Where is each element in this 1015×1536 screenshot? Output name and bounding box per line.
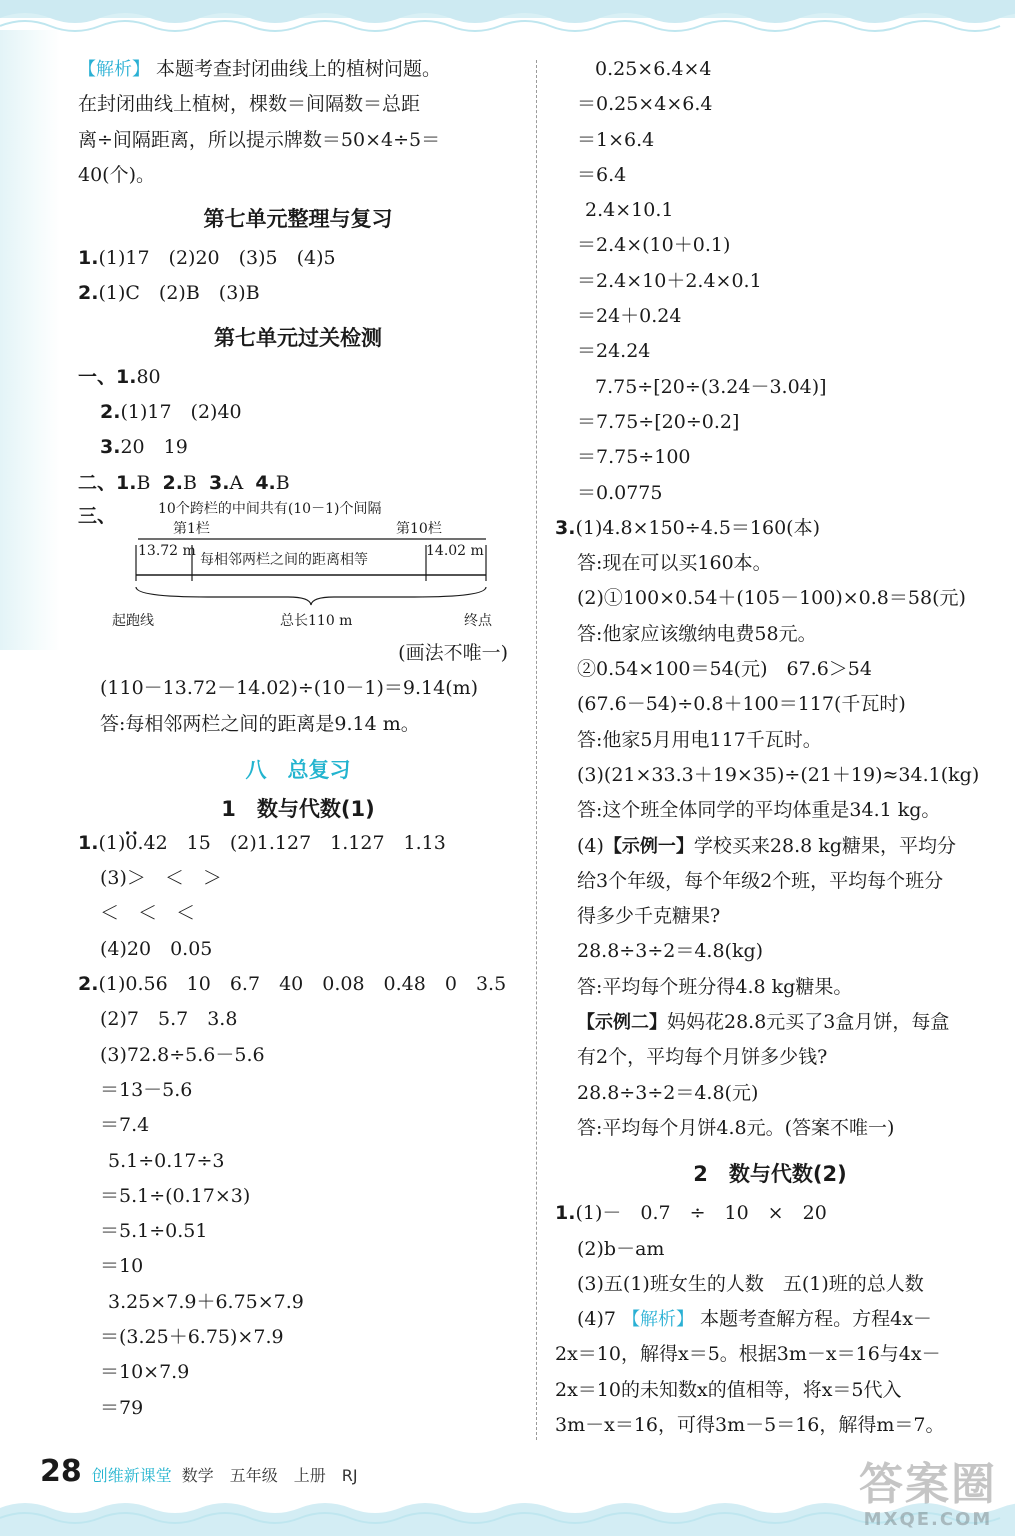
answer-line: ＝24.24: [577, 340, 651, 363]
answer-line: ＝24＋0.24: [577, 305, 682, 328]
diagram-tenth-hurdle: 第10栏: [396, 520, 442, 537]
diagram-left-length: 13.72 m: [138, 542, 196, 559]
answer-line: 答:平均每个班分得4.8 kg糖果。: [577, 975, 853, 998]
answer-line: (4)7 【解析】 本题考查解方程。方程4x－: [577, 1308, 932, 1331]
answer-line: 二、1.B 2.B 3.A 4.B: [78, 471, 290, 494]
diagram-first-hurdle: 第1栏: [173, 520, 210, 537]
answer-line: (4)20 0.05: [100, 937, 213, 960]
diagram-total-length: 总长110 m: [280, 612, 353, 629]
answer-line: 3.(1)4.8×150÷4.5＝160(本): [555, 516, 820, 539]
section-title-unit7-test: 第七单元过关检测: [214, 325, 382, 350]
answer-line: ＝2.4×(10＋0.1): [577, 234, 731, 257]
answer-line: ②0.54×100＝54(元) 67.6＞54: [577, 658, 872, 681]
answer-line: 【示例二】妈妈花28.8元买了3盒月饼，每盒: [577, 1011, 950, 1034]
answer-line: (2)b－am: [577, 1237, 665, 1260]
answer-line: 给3个年级，每个年级2个班，平均每个班分: [577, 869, 944, 892]
answer-line: (3)五(1)班女生的人数 五(1)班的总人数: [577, 1272, 924, 1295]
answer-line: 有2个，平均每个月饼多少钱?: [577, 1046, 828, 1069]
analysis-tag: 【解析】: [622, 1309, 695, 1331]
calc-line: (110－13.72－14.02)÷(10－1)＝9.14(m): [100, 677, 479, 700]
answer-line: 1.(1)－ 0.7 ÷ 10 × 20: [555, 1202, 827, 1225]
analysis-line-1: 【解析】 本题考查封闭曲线上的植树问题。: [78, 58, 442, 80]
analysis-line-3: 离÷间隔距离，所以提示牌数＝50×4÷5＝: [78, 128, 441, 151]
example-one-tag: 【示例一】: [603, 835, 694, 857]
answer-line: 5.1÷0.17÷3: [108, 1149, 225, 1172]
page-number: 28: [40, 1454, 82, 1489]
top-wave-decoration: [0, 0, 1015, 40]
answer-line: 0.25×6.4×4: [595, 58, 712, 80]
method-note: (画法不唯一): [398, 641, 508, 664]
answer-line: ＝79: [100, 1396, 144, 1419]
answer-sentence: 答:每相邻两栏之间的距离是9.14 m。: [100, 712, 420, 735]
watermark-url: MXQE.COM: [863, 1509, 993, 1530]
answer-line: 7.75÷[20÷(3.24－3.04)]: [595, 375, 827, 398]
watermark-logo-text: 答案圈: [859, 1459, 997, 1510]
answer-line: 答:现在可以买160本。: [577, 552, 772, 575]
analysis-tag: 【解析】: [78, 59, 150, 80]
answer-line: 答:平均每个月饼4.8元。(答案不唯一): [577, 1116, 895, 1139]
section-title-general-review: 八 总复习: [245, 757, 351, 782]
part-three-label: 三、: [78, 504, 117, 527]
answer-line: 2.4×10.1: [585, 199, 674, 222]
answer-line: 2x＝10的未知数x的值相等，将x＝5代入: [555, 1378, 902, 1401]
left-side-band: [0, 30, 60, 650]
answer-line: (3)72.8÷5.6－5.6: [100, 1043, 265, 1066]
answer-line: (2)①100×0.54＋(105－100)×0.8＝58(元): [577, 587, 966, 610]
answer-line: (3)(21×33.3＋19×35)÷(21＋19)≈34.1(kg): [577, 763, 980, 786]
answer-line: ＝7.4: [100, 1114, 150, 1137]
answer-line: 2.(1)0.56 10 6.7 40 0.08 0.48 0 3.5: [78, 973, 507, 996]
answer-line: ＜ ＜ ＜: [100, 902, 196, 925]
answer-line: ＝0.25×4×6.4: [577, 93, 713, 116]
answer-line: 得多少千克糖果?: [577, 905, 721, 928]
answer-line: 3m－x＝16，可得3m－5＝16，解得m＝7。: [555, 1413, 945, 1436]
answer-line: (3)＞ ＜ ＞: [100, 867, 222, 890]
answer-line: 1.·· (1)0.42 15 (2)1.127 1.127 1.13: [78, 826, 518, 861]
analysis-line-4: 40(个)。: [78, 163, 156, 186]
answer-line: 2.(1)C (2)B (3)B: [78, 282, 260, 305]
column-divider: [536, 60, 537, 1440]
section-title-unit7-review: 第七单元整理与复习: [203, 207, 393, 232]
answer-line: 1.(1)17 (2)20 (3)5 (4)5: [78, 247, 336, 270]
diagram-start-line: 起跑线: [112, 612, 154, 629]
answer-line: (67.6－54)÷0.8＋100＝117(千瓦时): [577, 693, 906, 716]
answer-line: ＝0.0775: [577, 481, 663, 504]
answer-line: 答:他家应该缴纳电费58元。: [577, 622, 817, 645]
answer-line: ＝1×6.4: [577, 128, 655, 151]
answer-line: 2.(1)17 (2)40: [100, 401, 242, 424]
series-name: 创维新课堂: [91, 1466, 172, 1485]
diagram-middle-note: 每相邻两栏之间的距离相等: [200, 551, 368, 568]
answer-line: 答:这个班全体同学的平均体重是34.1 kg。: [577, 799, 941, 822]
left-column: [78, 52, 518, 1426]
answer-line: ＝10: [100, 1255, 144, 1278]
answer-line: (4)【示例一】学校买来28.8 kg糖果，平均分: [577, 834, 956, 857]
answer-line: ＝13－5.6: [100, 1078, 193, 1101]
answer-line: ＝5.1÷0.51: [100, 1220, 208, 1243]
answer-line: 3.20 19: [100, 436, 188, 459]
diagram-finish: 终点: [464, 612, 492, 629]
analysis-line-2: 在封闭曲线上植树，棵数＝间隔数＝总距: [78, 93, 421, 116]
hurdle-diagram: [78, 501, 518, 636]
answer-line: ＝7.75÷100: [577, 446, 691, 469]
answer-line: ＝5.1÷(0.17×3): [100, 1184, 251, 1207]
diagram-right-length: 14.02 m: [426, 542, 484, 559]
section-title-numbers-algebra-2: 2 数与代数(2): [693, 1162, 847, 1187]
answer-line: 28.8÷3÷2＝4.8(kg): [577, 940, 764, 963]
diagram-top-note: 10个跨栏的中间共有(10－1)个间隔: [158, 500, 382, 517]
answer-line: ＝(3.25＋6.75)×7.9: [100, 1326, 284, 1349]
answer-line: (2)7 5.7 3.8: [100, 1008, 238, 1031]
site-watermark: [859, 1461, 997, 1530]
answer-line: ＝10×7.9: [100, 1361, 190, 1384]
answer-line: 28.8÷3÷2＝4.8(元): [577, 1081, 759, 1104]
right-column: [555, 52, 985, 1443]
answer-line: ＝7.75÷[20÷0.2]: [577, 410, 740, 433]
answer-line: 3.25×7.9＋6.75×7.9: [108, 1290, 304, 1313]
answer-line: 一、1.80: [78, 365, 161, 388]
section-title-numbers-algebra-1: 1 数与代数(1): [221, 796, 375, 821]
answer-line: ＝2.4×10＋2.4×0.1: [577, 269, 762, 292]
answer-line: 答:他家5月用电117千瓦时。: [577, 728, 822, 751]
hurdle-diagram-svg: [78, 501, 518, 636]
book-info: 数学 五年级 上册 RJ: [181, 1466, 358, 1485]
answer-line: 2x＝10，解得x＝5。根据3m－x＝16与4x－: [555, 1343, 941, 1366]
answer-line: ＝6.4: [577, 163, 627, 186]
example-two-tag: 【示例二】: [577, 1012, 667, 1034]
